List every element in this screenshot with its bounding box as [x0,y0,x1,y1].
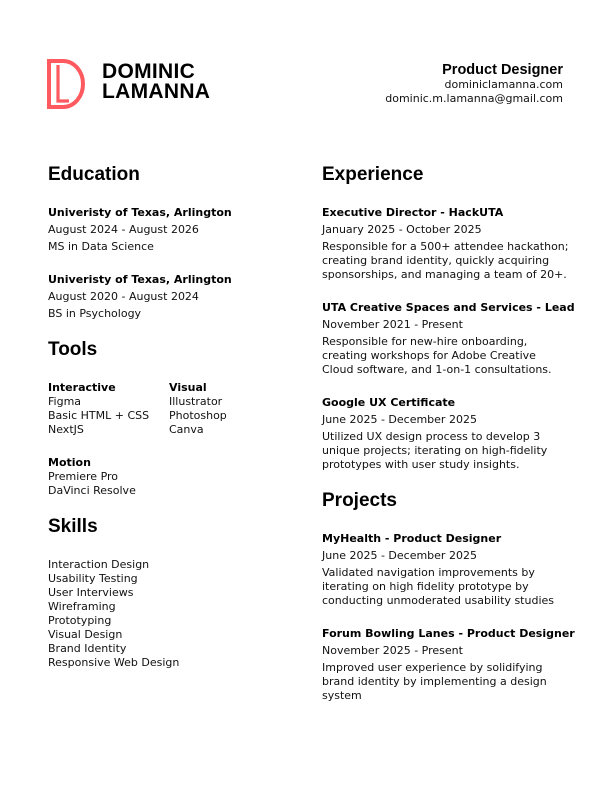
project-title: Forum Bowling Lanes - Product Designer [322,627,575,640]
desc-line: brand identity by implementing a design [322,675,547,688]
tools-section [48,339,298,497]
skill-item: User Interviews [48,586,134,599]
experience-description [322,240,582,282]
desc-line: unique projects; iterating on high-fidelity [322,444,548,457]
education-item [48,204,298,255]
desc-line: Utilized UX design process to develop 3 [322,430,541,443]
last-name: LAMANNA [102,80,211,103]
school-name: Univeristy of Texas, Arlington [48,206,232,219]
experience-dates: June 2025 - December 2025 [322,413,477,426]
skill-item: Wireframing [48,600,116,613]
tool-item: Figma [48,395,82,408]
skill-item: Usability Testing [48,572,138,585]
degree: BS in Psychology [48,307,142,320]
project-dates: June 2025 - December 2025 [322,549,477,562]
tools-group-title: Interactive [48,381,116,394]
skill-item: Interaction Design [48,558,150,571]
school-name: Univeristy of Texas, Arlington [48,273,232,286]
tool-item: Illustrator [169,395,223,408]
skill-item: Brand Identity [48,642,127,655]
skills-heading: Skills [48,516,98,537]
candidate-name [102,62,210,102]
project-dates: November 2025 - Present [322,644,463,657]
tool-item: Premiere Pro [48,470,119,483]
education-item [48,271,298,322]
degree: MS in Data Science [48,240,154,253]
experience-item [322,299,582,377]
email-link[interactable]: dominic.m.lamanna@gmail.com [385,92,563,105]
tool-item: DaVinci Resolve [48,484,136,497]
website-link[interactable]: dominiclamanna.com [444,78,563,91]
experience-item [322,394,582,472]
desc-line: prototypes with user study insights. [322,458,520,471]
tools-group-title: Motion [48,456,91,469]
tool-item: Basic HTML + CSS [48,409,150,422]
project-description [322,661,582,703]
tools-group-title: Visual [169,381,207,394]
education-section [48,164,232,320]
education-dates: August 2020 - August 2024 [48,290,199,303]
experience-heading: Experience [322,164,424,185]
desc-line: conducting unmoderated usability studies [322,594,554,607]
skills-section [48,516,298,669]
experience-dates: November 2021 - Present [322,318,463,331]
project-title: MyHealth - Product Designer [322,532,502,545]
experience-section [322,164,582,471]
desc-line: Cloud software, and 1-on-1 consultations. [322,363,552,376]
tools-group-visual [169,381,289,437]
tools-heading: Tools [48,339,98,360]
tools-group-motion [48,456,168,498]
tools-group-interactive [48,381,168,437]
project-item [322,625,582,703]
project-description [322,566,582,608]
experience-item [322,204,582,282]
dl-monogram-icon [47,59,87,109]
desc-line: Responsible for new-hire onboarding, [322,335,528,348]
tool-item: NextJS [48,423,84,436]
desc-line: iterating on high fidelity prototype by [322,580,529,593]
job-role: Product Designer [442,62,563,78]
experience-title: Executive Director - HackUTA [322,206,504,219]
experience-description [322,430,582,472]
skill-item: Responsive Web Design [48,656,180,669]
tool-item: Photoshop [169,409,227,422]
projects-heading: Projects [322,490,397,511]
skills-list [48,558,298,670]
desc-line: sponsorships, and managing a team of 20+. [322,268,567,281]
experience-title: UTA Creative Spaces and Services - Lead [322,301,575,314]
desc-line: creating brand identity, quickly acquiring [322,254,550,267]
contact-block [385,62,563,106]
desc-line: Responsible for a 500+ attendee hackathon; [322,240,569,253]
project-item [322,530,582,608]
skill-item: Prototyping [48,614,112,627]
desc-line: Improved user experience by solidifying [322,661,543,674]
experience-title: Google UX Certificate [322,396,456,409]
education-heading: Education [48,164,140,185]
skill-item: Visual Design [48,628,123,641]
desc-line: system [322,689,362,702]
projects-section [322,490,582,702]
experience-description [322,335,582,377]
desc-line: creating workshops for Adobe Creative [322,349,536,362]
tool-item: Canva [169,423,204,436]
education-dates: August 2024 - August 2026 [48,223,199,236]
first-name: DOMINIC [102,60,196,83]
experience-dates: January 2025 - October 2025 [322,223,482,236]
desc-line: Validated navigation improvements by [322,566,535,579]
